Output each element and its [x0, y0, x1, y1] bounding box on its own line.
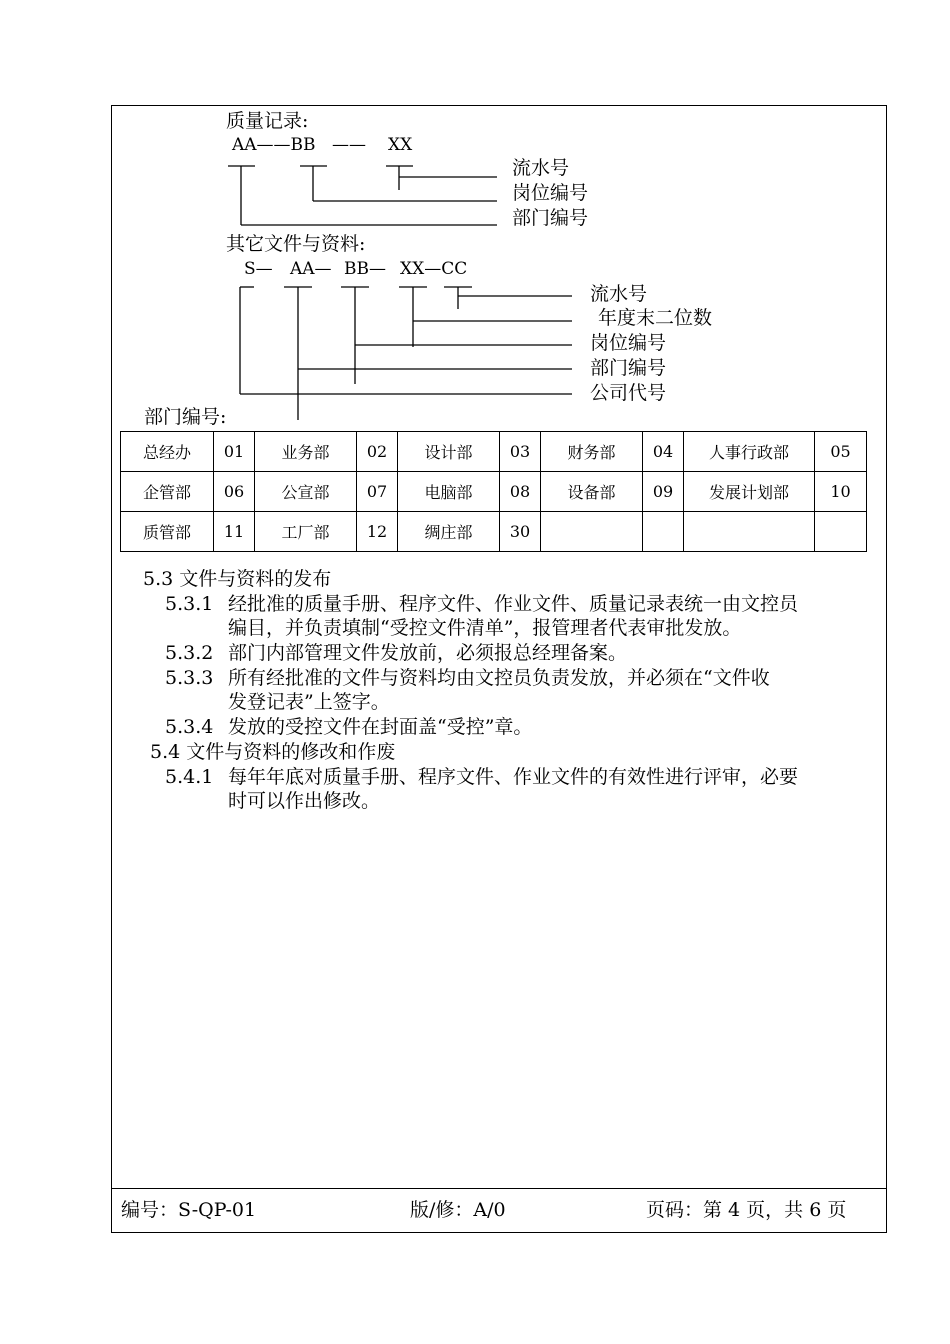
clause-5-3-1-number: 5.3.1 — [165, 593, 214, 615]
footer-divider — [111, 1188, 887, 1189]
qr-label-serial: 流水号 — [512, 157, 570, 179]
dept-name-cell: 财务部 — [541, 432, 643, 472]
od-code-xx-cc: XX—CC — [400, 259, 468, 279]
dept-code-cell: 03 — [500, 432, 541, 472]
dept-code-cell: 04 — [643, 432, 684, 472]
clause-5-3-4-number: 5.3.4 — [165, 716, 214, 738]
dept-code-cell: 02 — [357, 432, 398, 472]
clause-5-4-1-line2: 时可以作出修改。 — [228, 790, 381, 812]
od-label-post: 岗位编号 — [590, 332, 667, 354]
od-code-aa: AA— — [290, 259, 332, 279]
section-5-4-title: 5.4 文件与资料的修改和作废 — [150, 741, 396, 763]
section-5-3-title: 5.3 文件与资料的发布 — [143, 568, 332, 590]
dept-name-cell: 总经办 — [121, 432, 214, 472]
dept-code-cell: 30 — [500, 512, 541, 552]
od-code-bb: BB— — [344, 259, 386, 279]
dept-code-cell: 05 — [815, 432, 867, 472]
department-code-table — [120, 431, 867, 552]
quality-record-heading: 质量记录: — [226, 110, 309, 132]
clause-5-3-3-line1: 所有经批准的文件与资料均由文控员负责发放，并必须在“文件收 — [228, 667, 770, 689]
od-label-serial: 流水号 — [590, 283, 648, 305]
clause-5-3-2-line1: 部门内部管理文件发放前，必须报总经理备案。 — [228, 642, 628, 664]
od-label-year: 年度末二位数 — [598, 307, 713, 329]
qr-code-xx: XX — [388, 135, 413, 155]
dept-name-cell — [684, 512, 815, 552]
footer-page-number: 页码：第 4 页，共 6 页 — [646, 1199, 847, 1221]
clause-5-3-3-number: 5.3.3 — [165, 667, 214, 689]
dept-code-cell: 07 — [357, 472, 398, 512]
dept-code-cell: 11 — [214, 512, 255, 552]
dept-code-cell — [643, 512, 684, 552]
dept-code-cell: 01 — [214, 432, 255, 472]
table-row — [121, 432, 867, 472]
qr-code-aa-bb: AA——BB — [232, 135, 316, 155]
dept-name-cell: 质管部 — [121, 512, 214, 552]
od-label-dept: 部门编号 — [590, 357, 667, 379]
dept-name-cell: 工厂部 — [255, 512, 357, 552]
dept-name-cell: 设计部 — [398, 432, 500, 472]
clause-5-4-1-number: 5.4.1 — [165, 766, 214, 788]
table-row — [121, 472, 867, 512]
dept-name-cell: 设备部 — [541, 472, 643, 512]
dept-name-cell: 发展计划部 — [684, 472, 815, 512]
footer-version: 版/修：A/0 — [410, 1199, 506, 1221]
dept-name-cell: 企管部 — [121, 472, 214, 512]
clause-5-3-1-line2: 编目，并负责填制“受控文件清单”，报管理者代表审批发放。 — [228, 617, 742, 639]
dept-name-cell: 人事行政部 — [684, 432, 815, 472]
clause-5-3-2-number: 5.3.2 — [165, 642, 214, 664]
dept-code-cell: 08 — [500, 472, 541, 512]
code-bracket-diagram — [0, 0, 950, 440]
dept-name-cell: 电脑部 — [398, 472, 500, 512]
dept-code-cell: 12 — [357, 512, 398, 552]
qr-code-dash: —— — [332, 135, 366, 155]
dept-code-cell: 09 — [643, 472, 684, 512]
dept-name-cell: 绸庄部 — [398, 512, 500, 552]
other-docs-heading: 其它文件与资料: — [226, 233, 366, 255]
clause-5-4-1-line1: 每年年底对质量手册、程序文件、作业文件的有效性进行评审，必要 — [228, 766, 799, 788]
dept-name-cell: 公宣部 — [255, 472, 357, 512]
od-code-s: S— — [244, 259, 273, 279]
clause-5-3-1-line1: 经批准的质量手册、程序文件、作业文件、质量记录表统一由文控员 — [228, 593, 799, 615]
clause-5-3-4-line1: 发放的受控文件在封面盖“受控”章。 — [228, 716, 533, 738]
od-label-company: 公司代号 — [590, 382, 667, 404]
qr-label-dept: 部门编号 — [512, 207, 589, 229]
dept-code-cell: 10 — [815, 472, 867, 512]
dept-code-heading: 部门编号: — [144, 406, 227, 428]
dept-name-cell: 业务部 — [255, 432, 357, 472]
clause-5-3-3-line2: 发登记表”上签字。 — [228, 691, 390, 713]
dept-code-cell — [815, 512, 867, 552]
footer-doc-number: 编号：S-QP-01 — [121, 1199, 257, 1221]
qr-label-post: 岗位编号 — [512, 182, 589, 204]
table-row — [121, 512, 867, 552]
dept-name-cell — [541, 512, 643, 552]
dept-code-cell: 06 — [214, 472, 255, 512]
